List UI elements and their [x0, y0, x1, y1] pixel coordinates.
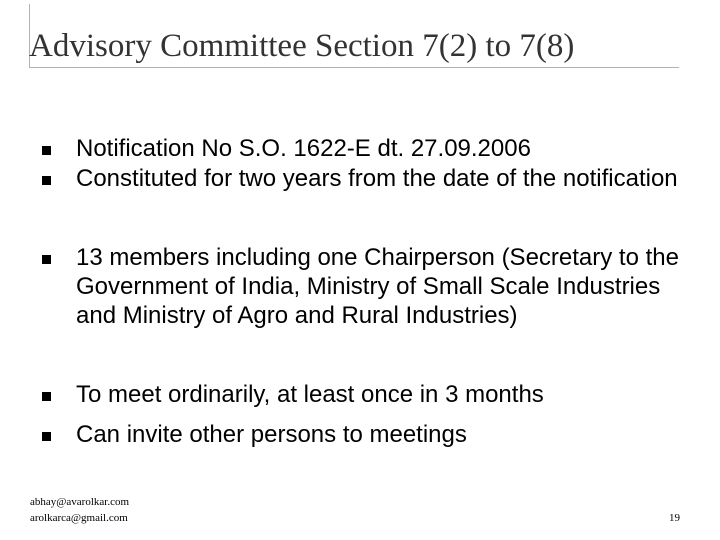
bullet-text: Constituted for two years from the date of the notification — [76, 165, 678, 192]
bullet-text: To meet ordinarily, at least once in 3 months — [76, 381, 544, 408]
square-bullet-icon — [42, 146, 51, 155]
page-number: 19 — [669, 512, 680, 524]
bullet-item-meetings — [76, 380, 686, 409]
bullet-text: Notification No S.O. 1622-E dt. 27.09.2006 — [76, 135, 531, 162]
bullet-item-members — [76, 243, 686, 330]
bullet-item-constituted — [76, 164, 686, 193]
footer-email-1: abhay@avarolkar.com — [30, 496, 130, 508]
slide-title: Advisory Committee Section 7(2) to 7(8) — [29, 28, 575, 64]
bullet-text: Can invite other persons to meetings — [76, 421, 467, 448]
footer-contact — [30, 494, 129, 526]
footer-email-2: arolkarca@gmail.com — [30, 512, 128, 524]
bullet-item-invite — [76, 420, 686, 449]
square-bullet-icon — [42, 432, 51, 441]
title-rule-horizontal — [29, 67, 679, 68]
square-bullet-icon — [42, 176, 51, 185]
bullet-text: 13 members including one Chairperson (Secretary to the Government of India, Ministry of Small Scale Industries and Ministry of Agro and Rural Industries) — [76, 244, 679, 329]
square-bullet-icon — [42, 392, 51, 401]
bullet-item-notification — [76, 134, 686, 163]
square-bullet-icon — [42, 255, 51, 264]
